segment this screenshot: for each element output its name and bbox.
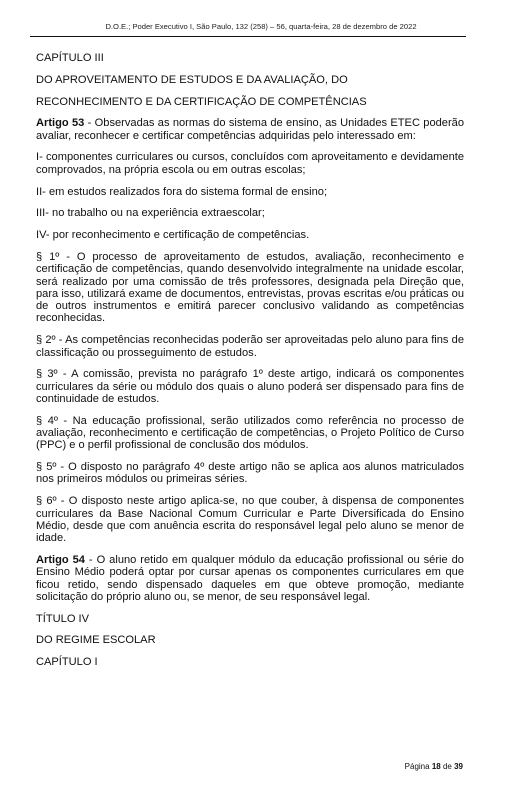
page-current: 18: [431, 762, 441, 771]
page-total: 39: [454, 762, 463, 771]
page-number: [405, 762, 463, 771]
article-54-label: Artigo 54: [36, 553, 85, 566]
article-53-label: Artigo 53: [36, 117, 85, 130]
article-54-text: - O aluno retido em qualquer módulo da educação profissional ou série do Ensino Médio poderá optar por cursar apenas os componentes curriculares em que ficou retido, sendo dispensado daqueles em que obteve promoção, mediante solicitação do próprio aluno ou, se menor, de seu responsável legal.: [36, 553, 464, 603]
paragraph-4: § 4º - Na educação profissional, serão utilizados como referência no processo de avaliação, reconhecimento e certificação de competências, o Projeto Político de Curso (PPC) e o perfil profissional de conclusão dos módulos.: [36, 414, 464, 452]
paragraph-6: § 6º - O disposto neste artigo aplica-se, no que couber, à dispensa de componentes curriculares da Base Nacional Comum Curricular e Parte Diversificada do Ensino Médio, desde que com anuência escrita do responsável legal pelo aluno se menor de idade.: [36, 495, 464, 545]
paragraph-1: § 1º - O processo de aproveitamento de estudos, avaliação, reconhecimento e certificação de competências, quando desenvolvido integralmente na unidade escolar, será realizado por uma comissão de três professores, designada pela Direção que, para isso, utilizará exame de documentos, entrevistas, provas escritas e/ou práticas ou de outros instrumentos e emitirá parecer conclusivo validando as competências reconhecidas.: [36, 250, 464, 325]
article-54: [36, 554, 464, 603]
page-of: de: [442, 762, 452, 771]
article-53: [36, 117, 464, 142]
item-i: I- componentes curriculares ou cursos, concluídos com aproveitamento e devidamente comprovados, na própria escola ou em outras escolas;: [36, 151, 464, 176]
title-iv-name: DO REGIME ESCOLAR: [36, 634, 156, 647]
chapter-heading: CAPÍTULO III: [36, 52, 104, 64]
title-iv-heading: TÍTULO IV: [36, 612, 90, 625]
paragraph-5: § 5º - O disposto no parágrafo 4º deste artigo não se aplica aos alunos matriculados nos primeiros módulos ou primeiras séries.: [36, 461, 464, 486]
header-rule: [30, 36, 466, 37]
article-53-text: - Observadas as normas do sistema de ensino, as Unidades ETEC poderão avaliar, reconhecer e certificar competências adquiridas pelo interessado em:: [36, 117, 464, 142]
item-ii: II- em estudos realizados fora do sistema formal de ensino;: [36, 185, 328, 198]
item-iii: III- no trabalho ou na experiência extraescolar;: [36, 207, 265, 220]
document-body: [36, 52, 464, 678]
paragraph-2: § 2º - As competências reconhecidas poderão ser aproveitadas pelo aluno para fins de classificação ou prosseguimento de estudos.: [36, 334, 464, 359]
paragraph-3: § 3º - A comissão, prevista no parágrafo 1º deste artigo, indicará os componentes curriculares da série ou módulo dos quais o aluno poderá ser dispensado para fins de continuidade de estudos.: [36, 368, 464, 405]
chapter-title-line-2: RECONHECIMENTO E DA CERTIFICAÇÃO DE COMPETÊNCIAS: [36, 95, 367, 108]
chapter-i-heading: CAPÍTULO I: [36, 656, 98, 669]
chapter-title-line-1: DO APROVEITAMENTO DE ESTUDOS E DA AVALIAÇÃO, DO: [36, 73, 348, 86]
item-iv: IV- por reconhecimento e certificação de competências.: [36, 229, 310, 242]
page-header: D.O.E.; Poder Executivo I, São Paulo, 132 (258) – 56, quarta-feira, 28 de dezembro de 2022: [105, 22, 417, 31]
page-word: Página: [404, 762, 430, 771]
